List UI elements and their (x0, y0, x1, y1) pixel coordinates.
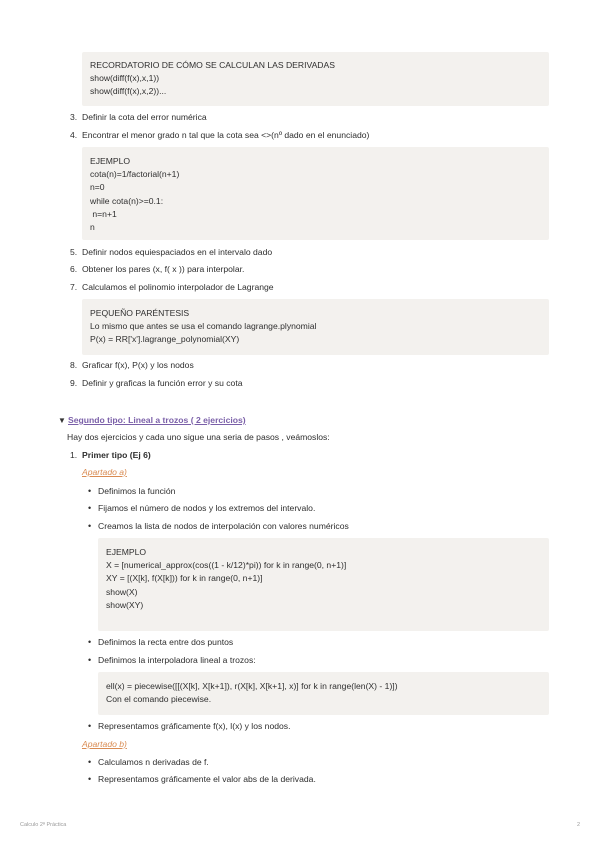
list-number: 1. (70, 450, 78, 460)
bullet-icon: • (88, 503, 92, 513)
piecewise-callout (98, 672, 549, 715)
list-item (88, 520, 349, 534)
list-item (88, 654, 256, 668)
list-item (70, 281, 274, 294)
bullet-icon: • (88, 521, 92, 531)
list-item (88, 502, 315, 516)
list-text: Definir y graficas la función error y su cota (82, 378, 243, 388)
bullet-icon: • (88, 774, 92, 784)
list-number: 9. (70, 378, 78, 388)
list-item (88, 636, 233, 650)
list-number: 8. (70, 360, 78, 370)
list-text: Graficar f(x), P(x) y los nodos (82, 360, 194, 370)
list-number: 6. (70, 264, 78, 274)
callout-line: show(XY) (106, 599, 144, 610)
list-text: Fijamos el número de nodos y los extremos del intervalo. (98, 503, 316, 513)
list-number: 5. (70, 247, 78, 257)
callout-line: n=n+1 (90, 208, 117, 219)
callout-line: XY = [(X[k], f(X[k])) for k in range(0, n+1)] (106, 573, 263, 584)
callout-line: cota(n)=1/factorial(n+1) (90, 169, 180, 180)
list-text: Representamos gráficamente f(x), l(x) y los nodos. (98, 721, 291, 731)
toggle-intro: Hay dos ejercicios y cada uno sigue una seria de pasos , veámoslos: (67, 432, 330, 442)
bullet-icon: • (88, 757, 92, 767)
list-text: Primer tipo (Ej 6) (82, 450, 151, 460)
callout-line: RECORDATORIO DE CÓMO SE CALCULAN LAS DERIVADAS (90, 60, 335, 70)
bullet-icon: • (88, 655, 92, 665)
apartado-a-link[interactable]: Apartado a) (82, 467, 127, 477)
callout-line: EJEMPLO (106, 547, 147, 557)
list-item (70, 263, 244, 276)
callout-line: P(x) = RR['x'].lagrange_polynomial(XY) (90, 334, 240, 345)
list-text: Definir la cota del error numérica (82, 112, 207, 122)
list-text: Creamos la lista de nodos de interpolación con valores numéricos (98, 521, 349, 531)
list-item (88, 485, 175, 499)
list-item (88, 773, 316, 787)
bullet-icon: • (88, 486, 92, 496)
triangle-down-icon[interactable]: ▼ (58, 416, 66, 425)
primer-tipo-heading (70, 449, 151, 462)
callout-line: ell(x) = piecewise([[(X[k], X[k+1]), r(X[k], X[k+1], x)] for k in range(len(X) - 1)]) (106, 681, 398, 691)
list-number: 3. (70, 112, 78, 122)
list-number: 7. (70, 282, 78, 292)
list-text: Obtener los pares (x, f( x )) para interpolar. (82, 264, 245, 274)
callout-line: EJEMPLO (90, 156, 131, 166)
list-item (88, 756, 209, 770)
page-number: 2 (576, 822, 580, 828)
bullet-icon: • (88, 637, 92, 647)
example-callout (98, 538, 549, 631)
callout-line: PEQUEÑO PARÉNTESIS (90, 308, 190, 318)
list-item (70, 129, 369, 142)
list-text: Calculamos el polinomio interpolador de Lagrange (82, 282, 274, 292)
callout-line: n (90, 222, 95, 233)
list-number: 4. (70, 130, 78, 140)
parenthesis-callout (82, 299, 549, 355)
callout-line: while cota(n)>=0.1: (90, 195, 164, 206)
apartado-b-link[interactable]: Apartado b) (82, 739, 127, 749)
list-text: Calculamos n derivadas de f. (98, 757, 209, 767)
callout-line: Con el comando piecewise. (106, 694, 212, 705)
list-text: Representamos gráficamente el valor abs de la derivada. (98, 774, 316, 784)
footer-title: Calculo 2ª Práctica (20, 822, 67, 828)
derivatives-reminder-callout (82, 52, 549, 106)
callout-line: Lo mismo que antes se usa el comando lagrange.plynomial (90, 321, 317, 332)
callout-line: n=0 (90, 182, 105, 193)
list-text: Definimos la recta entre dos puntos (98, 637, 234, 647)
toggle-heading[interactable] (58, 414, 246, 427)
callout-line: show(diff(f(x),x,2))... (90, 86, 167, 97)
example-callout (82, 147, 549, 240)
callout-line: show(diff(f(x),x,1)) (90, 73, 160, 84)
list-item (70, 377, 242, 390)
list-item (70, 359, 194, 372)
list-item (70, 111, 207, 124)
callout-line: show(X) (106, 586, 138, 597)
list-text: Encontrar el menor grado n tal que la cota sea <>(nº dado en el enunciado) (82, 130, 370, 140)
list-item (70, 246, 272, 259)
toggle-title[interactable]: Segundo tipo: Lineal a trozos ( 2 ejercicios) (68, 415, 246, 425)
bullet-icon: • (88, 721, 92, 731)
list-item (88, 720, 290, 734)
list-text: Definir nodos equiespaciados en el intervalo dado (82, 247, 273, 257)
callout-line: X = [numerical_approx(cos((1 - k/12)*pi)) for k in range(0, n+1)] (106, 560, 347, 571)
list-text: Definimos la función (98, 486, 176, 496)
list-text: Definimos la interpoladora lineal a trozos: (98, 655, 256, 665)
